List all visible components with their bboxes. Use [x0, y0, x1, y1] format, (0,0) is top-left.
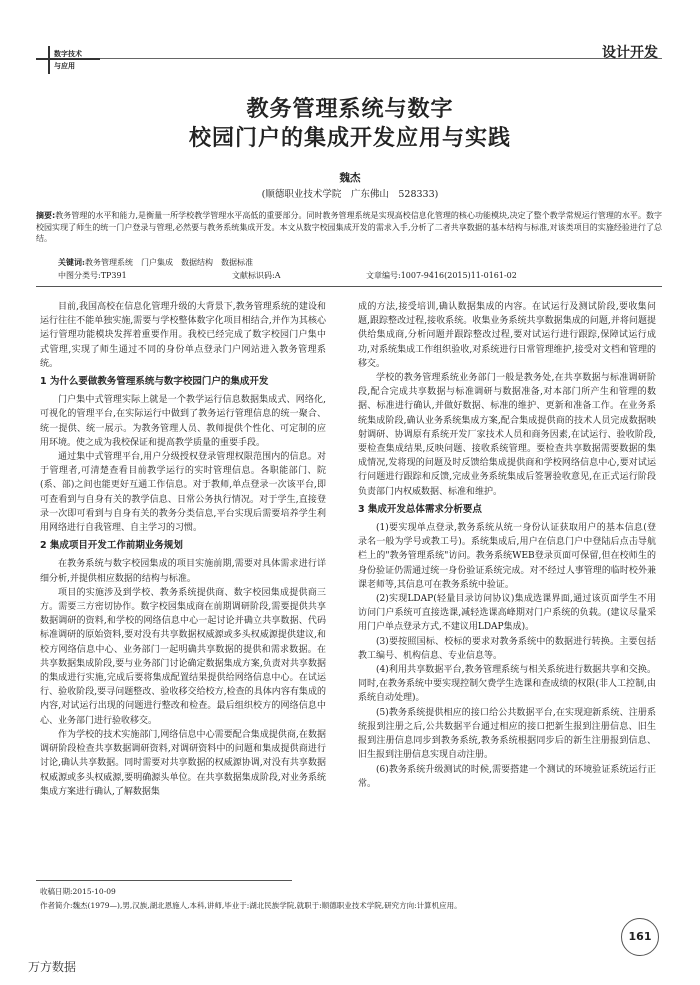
paragraph: 通过集中式管理平台,用户分级授权登录管理权限范围内的信息。对于管理者,可清楚查看目前教学运行的实时管理信息。各职能部门、院(系、部)之间也能更好互通工作信息。对于教师,单点登录一次该平台,即可查看到与自身有关的教学信息、日常公务执行情况。对于学生,直接登录一次即可看到与自身有关的教务分类信息,平台实现后需要培养学生利用网络进行自我管理、自主学习的习惯。	[40, 452, 326, 534]
paragraph: (6)教务系统升级测试的时候,需要搭建一个测试的环境验证系统运行正常。	[358, 764, 656, 789]
received-date: 收稿日期:2015-10-09	[40, 887, 116, 896]
intro-paragraph: 目前,我国高校在信息化管理升级的大背景下,教务管理系统的建设和运行往往不能单独实施,需要与学校整体数字化项目相结合,并作为其核心运行管理功能模块发挥着重要作用。我校已经完成了数字校园门户集中式管理,实现了师生通过不同的身份单点登录门户网站进入教务管理系统。	[40, 302, 326, 369]
logo-vertical-bar	[48, 46, 50, 74]
paragraph: (1)要实现单点登录,教务系统从统一身份认证获取用户的基本信息(登录名一般为学号或教工号)。系统集成后,用户在信息门户中登陆后点击导航栏上的"教务管理系统"访问。教务系统WEB登录页面可保留,但在校师生的身份验证仍需通过统一身份验证系统完成。对不经过人事管理的临时校外兼课老师等,其信息可在教务系统中验证。	[358, 523, 656, 590]
keywords-label: 关键词:	[58, 257, 85, 267]
page-number: 161	[628, 930, 652, 943]
database-watermark: 万方数据	[28, 960, 77, 974]
classification-number: 中图分类号:TP391	[58, 271, 127, 280]
paragraph: 学校的教务管理系统业务部门一般是教务处,在共享数据与标准调研阶段,配合完成共享数据与标准调研与数据准备,对本部门所产生和管理的数据、标准进行确认,并做好数据、标准的维护、更新和准备工作。在业务系统集成阶段,确认业务系统集成方案,配合集成提供商的技术人员完成数据映射调研、协调原有系统开发厂家技术人员和商务因素,在试运行、验收阶段,要检查集成结果,反映问题、接收系统管理。要检查共享数据需要数据的集成情况,发将现的问题及时反馈给集成提供商和学校网络信息中心,要对试运行问题进行跟踪和反馈,完成业务系统集成后签署验收意见,在正式运行阶段负责部门内权威数据、标准和维护。	[358, 373, 656, 497]
document-code: 文献标识码:A	[232, 271, 281, 280]
keywords	[58, 257, 253, 268]
paragraph: (4)利用共享数据平台,教务管理系统与相关系统进行数据共享和交换。同时,在教务系统中要实现控制欠费学生选课和查成绩的权限(非人工控制,由系统自动处理)。	[358, 665, 656, 704]
section-line2: 与应用	[54, 62, 75, 70]
page-number-badge	[621, 918, 659, 956]
abstract-text: 教务管理的水平和能力,是衡量一所学校教学管理水平高低的重要部分。同时教务管理系统是实现高校信息化管理的核心功能模块,决定了整个教学常规运行管理的水平。数字校园实现了师生的统一门户登录与管理,必然要与教务系统集成开发。本文从数字校园集成开发的需求入手,分析了二者共享数据的基本结构与标准,对该类项目的实施经验进行了总结。	[36, 211, 663, 243]
right-column	[358, 300, 656, 791]
article-number: 文章编号:1007-9416(2015)11-0161-02	[366, 271, 517, 280]
footnote-rule	[36, 880, 292, 881]
paragraph: 作为学校的技术实施部门,网络信息中心需要配合集成提供商,在数据调研阶段检查共享数据调研资料,对调研资料中的问题和集成提供商进行讨论,确认共享数据。同时需要对共享数据的权威源协调,对没有共享数据权威源或多头权威源,要明确源头单位。在共享数据集成阶段,对业务系统集成方案进行确认,了解数据集	[40, 729, 326, 797]
paragraph: (2)实现LDAP(轻量目录访问协议)集成选课界面,通过该页面学生不用访问门户系统可直接选课,减轻选课高峰期对门户系统的负载。(建议尽量采用门户单点登录方式,不建议用LDAP集成)。	[358, 594, 656, 633]
paragraph: 项目的实施涉及到学校、教务系统提供商、数字校园集成提供商三方。需要三方密切协作。数字校园集成商在前期调研阶段,需要提供共享数据调研的资料,和学校的网络信息中心一起讨论并确立共享数据、代码标准调研的原始资料,要对没有共享数据权威源或多头权威源提供建议,和校方网络信息中心、业务部门一起明确共享数据的提供和需求数据。在共享数据集成阶段,要与业务部门讨论确定数据集成方案,负责对共享数据的集成进行实施,完成后要将集成配置结果提供给网络信息中心。在试运行、验收阶段,要寻问题整改、验收移交给校方,检查的具体内容有集成的内容,对试运行出现的问题进行整改和检查。最后组织校方的网络信息中心、业务部门进行验收移交。	[40, 587, 326, 726]
paragraph: (3)要按照国标、校标的要求对教务系统中的数据进行转换。主要包括教工编号、机构信息、专业信息等。	[358, 636, 656, 661]
section-logo	[36, 46, 100, 74]
article-title-line2: 校园门户的集成开发应用与实践	[188, 126, 511, 151]
paragraph: 成的方法,接受培训,确认数据集成的内容。在试运行及测试阶段,要收集问题,跟踪整改过程,接收系统。收集业务系统共享数据集成的问题,并将问题提供给集成商,分析问题并跟踪整改过程,要对试运行进行跟踪,保障试运行成功,对系统集成工作组织验收,对系统进行日常管理维护,接受对文档和管理的移交。	[358, 302, 656, 369]
author-affiliation: (顺德职业技术学院 广东佛山 528333)	[261, 189, 439, 200]
section-heading-3: 3 集成开发总体需求分析要点	[358, 503, 482, 515]
paragraph: 门户集中式管理实际上就是一个教学运行信息数据集成式、网络化,可视化的管理平台,在实际运行中做到了教务运行管理信息的统一聚合、统一提供、统一展示。为教务管理人员、教师提供个性化、可定制的应用环境。使之成为我校保证和提高教学质量的重要手段。	[40, 395, 326, 448]
left-column	[40, 300, 326, 799]
section-category: 设计开发	[602, 45, 658, 61]
header-rule	[100, 58, 662, 59]
section-line1: 数字技术	[54, 50, 82, 58]
keywords-text: 教务管理系统 门户集成 数据结构 数据标准	[84, 258, 253, 267]
author-name: 魏杰	[339, 172, 361, 184]
abstract-label: 摘要:	[36, 211, 56, 220]
section-heading-1: 1 为什么要做教务管理系统与数字校园门户的集成开发	[40, 376, 269, 388]
abstract-divider	[36, 286, 662, 287]
section-heading-2: 2 集成项目开发工作前期业务规划	[40, 540, 183, 552]
article-title-line1: 教务管理系统与数字	[246, 97, 454, 122]
paragraph: (5)教务系统提供相应的接口给公共数据平台,在实现迎新系统、注册系统报到注册之后,公共数据平台通过相应的接口把新生报到注册信息、旧生报到注册信息同步到教务系统,教务系统根据同步后的新生注册报到信息、旧生报到注册信息实现自动注册。	[358, 707, 656, 761]
abstract	[36, 210, 662, 245]
author-bio: 作者简介:魏杰(1979—),男,汉族,湖北恩施人,本科,讲师,毕业于:湖北民族学院,就职于:顺德职业技术学院,研究方向:计算机应用。	[40, 901, 462, 910]
paragraph: 在教务系统与数字校园集成的项目实施前期,需要对具体需求进行详细分析,并提供相应数据的结构与标准。	[40, 559, 326, 584]
